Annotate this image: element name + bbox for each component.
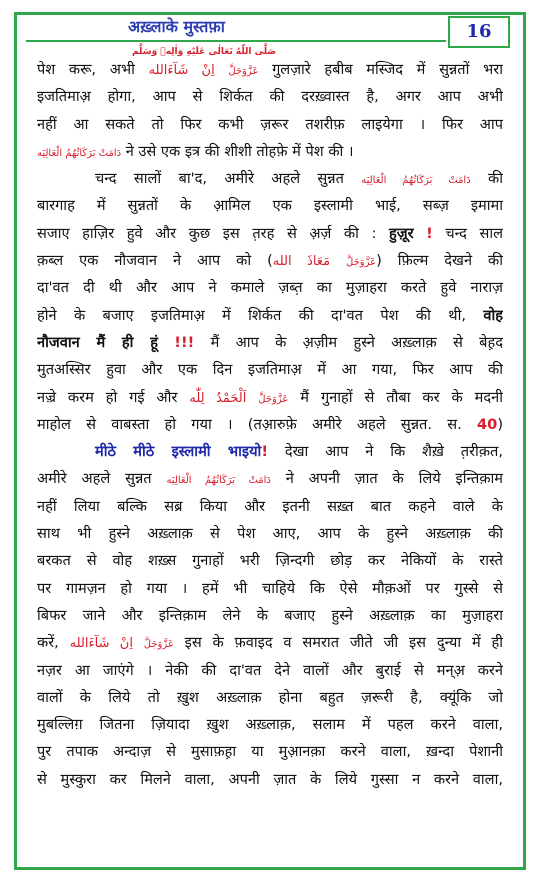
text-line: नज़र आ जाएंगे । नेकी की दा'वत देने वालों और बुराई से मन्अ़ करने [37, 661, 503, 679]
text-line: नौजवान मैं ही हूं !!! मैं आप के अ़ज़ीम हुस्ने अख़्लाक़ से बेह़द [37, 333, 503, 351]
text-line: चन्द सालों बा'द, अमीरे अहले सुन्नत دَامَتْ بَرَكَاتُهُمُ الْعَالِيَه की [95, 170, 503, 188]
text-line: बरकत से वोह शख़्स गुनाहों भरी ज़िन्दगी छोड़ कर नेकियों के रास्ते [37, 552, 503, 570]
text-line: करें, عَزَّوَجَلَّ اِنْ شَآءَالله इस के फ़वाइद व समरात जीते जी इस दुन्या में ही [37, 634, 503, 652]
reference-citation: (तआ़रुफ़े अमीरे अहले सुन्नत. स. 40) [247, 415, 503, 433]
azzawajal-glyph: عَزَّوَجَلَّ [228, 66, 259, 77]
azzawajal-glyph: عَزَّوَجَلَّ [143, 639, 174, 651]
text-line: बारगाह में सुन्नतों के आ़मिल एक इस्लामी भाई, सब्ज़ इमामा [37, 197, 503, 215]
text-line: इजतिमाअ़ होगा, आप से शिर्कत की दरख़्वास्त है, अगर आप अभी [37, 88, 503, 106]
text-line: नज़्रे करम हो गई और عَزَّوَجَلَّ اَلْحَمْدُ لِلّٰه मैं गुनाहों से तौबा कर के मदनी [37, 388, 503, 406]
text-line: साथ भी हुस्ने अख़्लाक़ से पेश आए, आप के हुस्ने अख़्लाक़ की [37, 525, 503, 543]
damat-glyph: دَامَتْ بَرَكَاتُهُمُ الْعَالِيَه [361, 175, 471, 187]
inshaallah-glyph: اِنْ شَآءَالله [69, 636, 133, 652]
section-heading: मीठे मीठे इस्लामी भाइयो [95, 443, 262, 461]
alhamdulillah-glyph: اَلْحَمْدُ لِلّٰه [189, 390, 247, 406]
text-line: पर गामज़न हो गया । हमें भी चाहिये कि ऐसे मौक़ओं पर गुस्से से [37, 579, 503, 597]
text-line: دَامَتْ بَرَكَاتُهُمُ الْعَالِيَه ने उसे एक इत्र की शीशी तोहफ़े में पेश की । [37, 142, 354, 160]
text-line: पेश करू, अभी عَزَّوَجَلَّ اِنْ شَآءَالله गुलज़ारे हबीब मस्जिद में सुन्नतों भरा [37, 61, 503, 78]
inshaallah-glyph: اِنْ شَآءَالله [148, 63, 215, 78]
page-number: 16 [448, 16, 510, 48]
text-line: सजाए हाज़िर हुवे और कुछ इस त़रह से अ़र्ज़ की : हुज़ूर ! चन्द साल [37, 224, 503, 242]
text-line: वालों के लिये तो ख़ुश अख़्लाक़ होना बहुत ज़रूरी है, क्यूंकि जो [37, 688, 503, 706]
text-line: नहीं लिया बल्कि सब्र किया और इतनी सख़्त बात कहने वाले के [37, 497, 503, 515]
azzawajal-glyph: عَزَّوَجَلَّ [346, 257, 377, 269]
dua-calligraphy: صَلَّى اللّٰهُ تَعَالٰی عَلَیْهِ وَاٰلِهٖ وَسَلَّم [132, 47, 277, 57]
text-line: मुबल्लिग़ जितना ज़ियादा ख़ुश अख़्लाक़, सलाम में पहल करने वाला, [37, 716, 503, 734]
text-line: नहीं आ सकते तो फिर कभी ज़रूर तशरीफ़ लाइयेगा । फिर आप [37, 115, 503, 133]
text-line: दा'वत दी थी और आप ने कमाले ज़ब्त़ का मुज़ाहरा करते हुवे नाराज़ [37, 279, 503, 297]
damat-glyph: دَامَتْ بَرَكَاتُهُمُ الْعَالِيَه [166, 475, 271, 487]
damat-glyph: دَامَتْ بَرَكَاتُهُمُ الْعَالِيَه [37, 147, 122, 159]
text-line: होने के बजाए इजतिमाअ़ में शिर्कत की दा'वत पेश की थी, वोह [37, 306, 503, 324]
text-line: बिफर जाने और इन्तिक़ाम लेने के बजाए हुस्ने अख़्लाक़ का मुज़ाहरा [37, 606, 503, 624]
text-line: माहोल से वाबस्ता हो गया । (तआ़रुफ़े अमीरे अहले सुन्नत. स. 40) [37, 415, 503, 433]
book-title: अख़्लाके मुस्तफ़ाصَلَّى اللّٰهُ تَعَالٰی عَلَیْهِ وَاٰلِهٖ وَسَلَّم [128, 16, 278, 38]
text-line: पुर तपाक अन्दाज़ से मुसाफ़ह़ा या मुआ़नक़ा करने वाला, ख़न्दा पेशानी [37, 743, 503, 761]
text-line: मीठे मीठे इस्लामी भाइयो! देखा आप ने कि शैख़े त़रीक़त, [95, 443, 503, 461]
text-line: अमीरे अहले सुन्नत دَامَتْ بَرَكَاتُهُمُ الْعَالِيَه ने अपनी ज़ात के लिये इन्तिक़ाम [37, 470, 503, 488]
maazallah-glyph: مَعَاذَ الله [272, 254, 331, 270]
header-rule [26, 40, 446, 42]
text-line: मुतअस्सिर हुवा और एक दिन इजतिमाअ़ में आ गया, फिर आप की [37, 361, 503, 379]
text-line: से मुस्कुरा कर मिलने वाला, अपनी ज़ात के लिये गुस्सा न करने वाला, [37, 770, 503, 788]
text-line: क़ब्ल एक नौजवान ने आप को ( عَزَّوَجَلَّ مَعَاذَ الله ) फ़िल्म देखने की [37, 252, 503, 270]
azzawajal-glyph: عَزَّوَجَلَّ [258, 393, 289, 405]
page-body [37, 56, 503, 793]
